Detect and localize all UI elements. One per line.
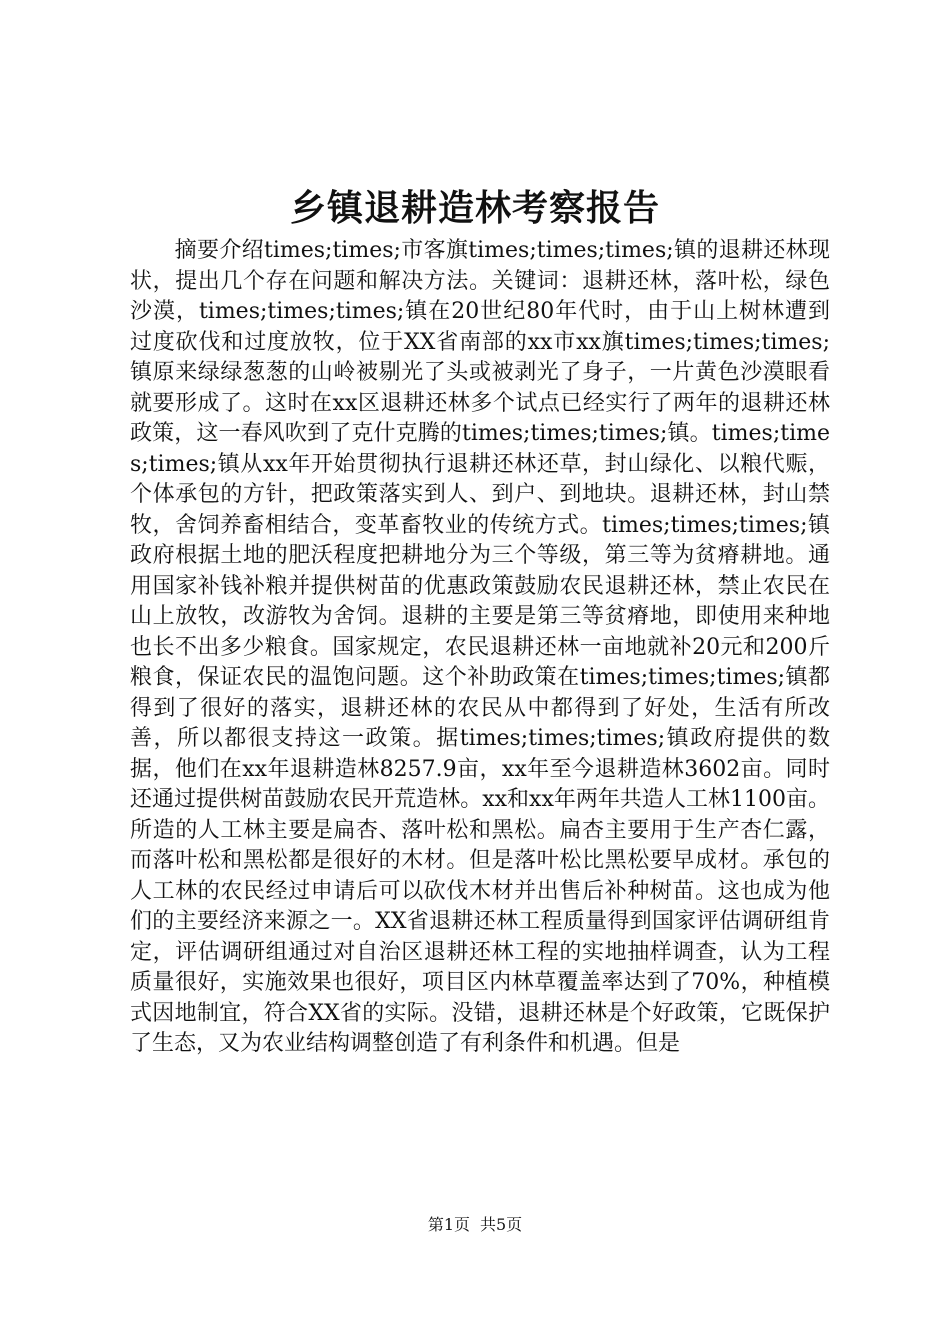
page-number-current: 第1页 [427,1215,470,1234]
document-title: 乡镇退耕造林考察报告 [289,187,660,229]
document-body-paragraph: 摘要介绍times;times;市客旗times;times;times;镇的退耕还林现状，提出几个存在问题和解决方法。关键词：退耕还林，落叶松，绿色沙漠，times;times;times;镇在20世纪80年代时，由于山上树林遭到过度砍伐和过度放牧，位于XX省南部的xx市xx旗times;times;times;镇原来绿绿葱葱的山岭被剔光了头或被剥光了身子，一片黄色沙漠眼看就要形成了。这时在xx区退耕还林多个试点已经实行了两年的退耕还林政策，这一春风吹到了克什克腾的times;times;times;镇。times;times;times;镇从xx年开始贯彻执行退耕还林还草，封山绿化、以粮代赈，个体承包的方针，把政策落实到人、到户、到地块。退耕还林，封山禁牧，舍饲养畜相结合，变革畜牧业的传统方式。times;times;times;镇政府根据土地的肥沃程度把耕地分为三个等级，第三等为贫瘠耕地。通用国家补钱补粮并提供树苗的优惠政策鼓励农民退耕还林，禁止农民在山上放牧，改游牧为舍饲。退耕的主要是第三等贫瘠地，即使用来种地也长不出多少粮食。国家规定，农民退耕还林一亩地就补20元和200斤粮食，保证农民的温饱问题。这个补助政策在times;times;times;镇都得到了很好的落实，退耕还林的农民从中都得到了好处，生活有所改善，所以都很支持这一政策。据times;times;times;镇政府提供的数据，他们在xx年退耕造林8257.9亩，xx年至今退耕造林3602亩。同时还通过提供树苗鼓励农民开荒造林。xx和xx年两年共造人工林1100亩。所造的人工林主要是扁杏、落叶松和黑松。扁杏主要用于生产杏仁露，而落叶松和黑松都是很好的木材。但是落叶松比黑松要早成材。承包的人工林的农民经过申请后可以砍伐木材并出售后补种树苗。这也成为他们的主要经济来源之一。XX省退耕还林工程质量得到国家评估调研组肯定，评估调研组通过对自治区退耕还林工程的实地抽样调查，认为工程质量很好，实施效果也很好，项目区内林草覆盖率达到了70%，种植模式因地制宜，符合XX省的实际。没错，退耕还林是个好政策，它既保护了生态，又为农业结构调整创造了有利条件和机遇。但是 [130,238,830,1056]
page-number-total: 共5页 [480,1215,523,1234]
page-footer [0,1214,950,1236]
